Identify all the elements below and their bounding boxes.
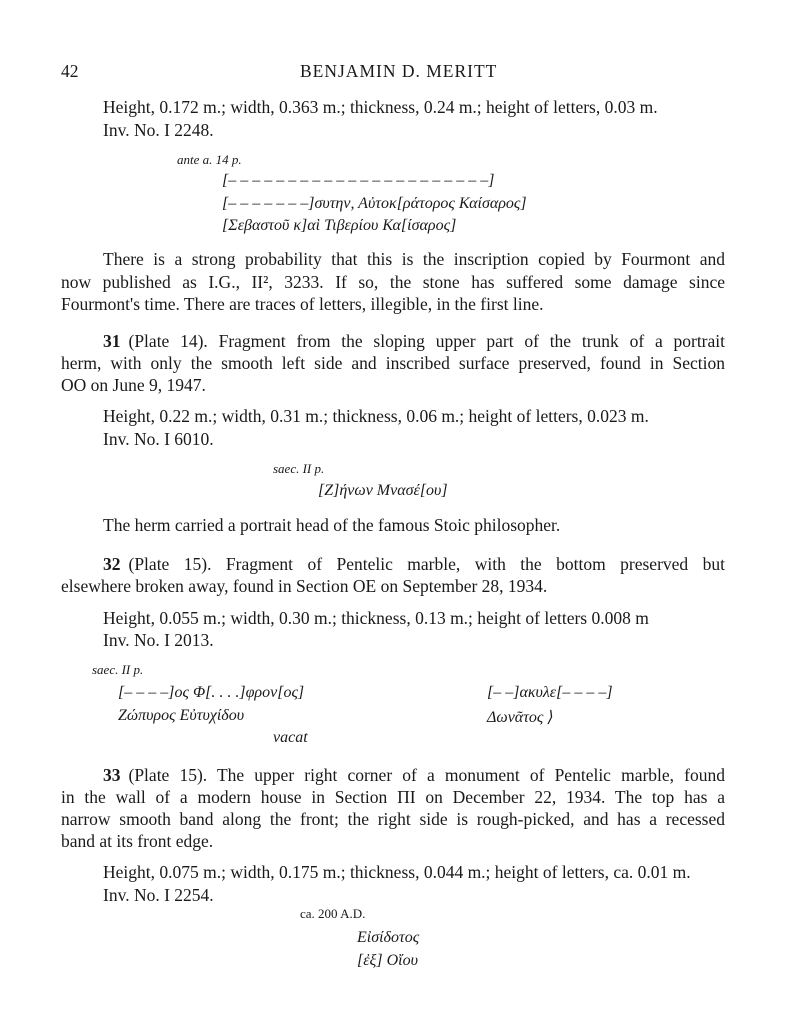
entry-31-intro-line-1 [103,330,725,352]
page-number: 42 [61,61,79,81]
inscription-32-left-line-1: [– – – –]ος Φ[. . . .]φρον[ος] [118,684,305,701]
inscription-32-left-line-2: Ζώπυρος Εὐτυχίδου [118,707,245,724]
date-31: saec. II p. [273,461,325,476]
inscription-33-line-2: [ἐξ] Οἴου [357,952,418,969]
inscription-31: [Ζ]ήνων Μνασέ[ου] [318,482,448,499]
entry-32-intro-line-1 [103,553,725,575]
vacat-note: vacat [273,729,308,746]
entry-33-intro-line-2: in the wall of a modern house in Section ΠΙ on December 22, 1934. The top has a [61,787,725,807]
entry-32-intro-line-2: elsewhere broken away, found in Section OE on September 28, 1934. [61,576,548,596]
inscription-30-line-2: [– – – – – – –]συτην, Αὐτοκ[ράτορος Καίσαρος] [222,195,527,212]
commentary-31: The herm carried a portrait head of the famous Stoic philosopher. [103,515,561,535]
dimensions-31: Height, 0.22 m.; width, 0.31 m.; thickness, 0.06 m.; height of letters, 0.023 m. [103,406,649,426]
entry-32-intro-text: (Plate 15). Fragment of Pentelic marble, with the bottom preserved but [128,554,725,574]
inscription-32-right-line-2: Δωνᾶτος ⟩ [487,709,554,726]
entry-32-number: 32 [103,554,121,574]
date-33: ca. 200 A.D. [300,906,366,921]
entry-31-intro-line-2: herm, with only the smooth left side and inscribed surface preserved, found in Section [61,353,725,373]
commentary-30-line-3: Fourmont's time. There are traces of letters, illegible, in the first line. [61,294,544,314]
date-30: ante a. 14 p. [177,152,242,167]
dimensions-32: Height, 0.055 m.; width, 0.30 m.; thickness, 0.13 m.; height of letters 0.008 m [103,608,649,628]
entry-31-number: 31 [103,331,121,351]
running-title: BENJAMIN D. MERITT [300,61,498,81]
entry-33-intro-text: (Plate 15). The upper right corner of a monument of Pentelic marble, found [128,765,725,785]
inscription-32-right-line-1: [– –]ακυλε[– – – –] [487,684,613,701]
entry-33-intro-line-1 [103,764,725,786]
inventory-32: Inv. No. I 2013. [103,630,214,650]
commentary-30-line-1: There is a strong probability that this is the inscription copied by Fourmont and [103,249,725,269]
dimensions-33: Height, 0.075 m.; width, 0.175 m.; thickness, 0.044 m.; height of letters, ca. 0.01 m. [103,862,691,882]
inscription-30-line-3: [Σεβαστοῦ κ]αὶ Τιβερίου Κα[ίσαρος] [222,217,457,234]
entry-33-intro-line-4: band at its front edge. [61,831,214,851]
date-32: saec. II p. [92,662,144,677]
commentary-30-line-2: now published as I.G., II², 3233. If so, the stone has suffered some damage since [61,272,725,292]
inscription-30-line-1: [– – – – – – – – – – – – – – – – – – – – – –] [222,172,495,189]
entry-33-number: 33 [103,765,121,785]
inventory-33: Inv. No. I 2254. [103,885,214,905]
inscription-33-line-1: Εἰσίδοτος [357,929,420,946]
entry-33-intro-line-3: narrow smooth band along the front; the right side is rough-picked, and has a recessed [61,809,725,829]
entry-31-intro-line-3: OO on June 9, 1947. [61,375,206,395]
inventory-31: Inv. No. I 6010. [103,429,214,449]
dimensions-30: Height, 0.172 m.; width, 0.363 m.; thickness, 0.24 m.; height of letters, 0.03 m. [103,97,658,117]
entry-31-intro-text: (Plate 14). Fragment from the sloping upper part of the trunk of a portrait [128,331,725,351]
inventory-30: Inv. No. I 2248. [103,120,214,140]
